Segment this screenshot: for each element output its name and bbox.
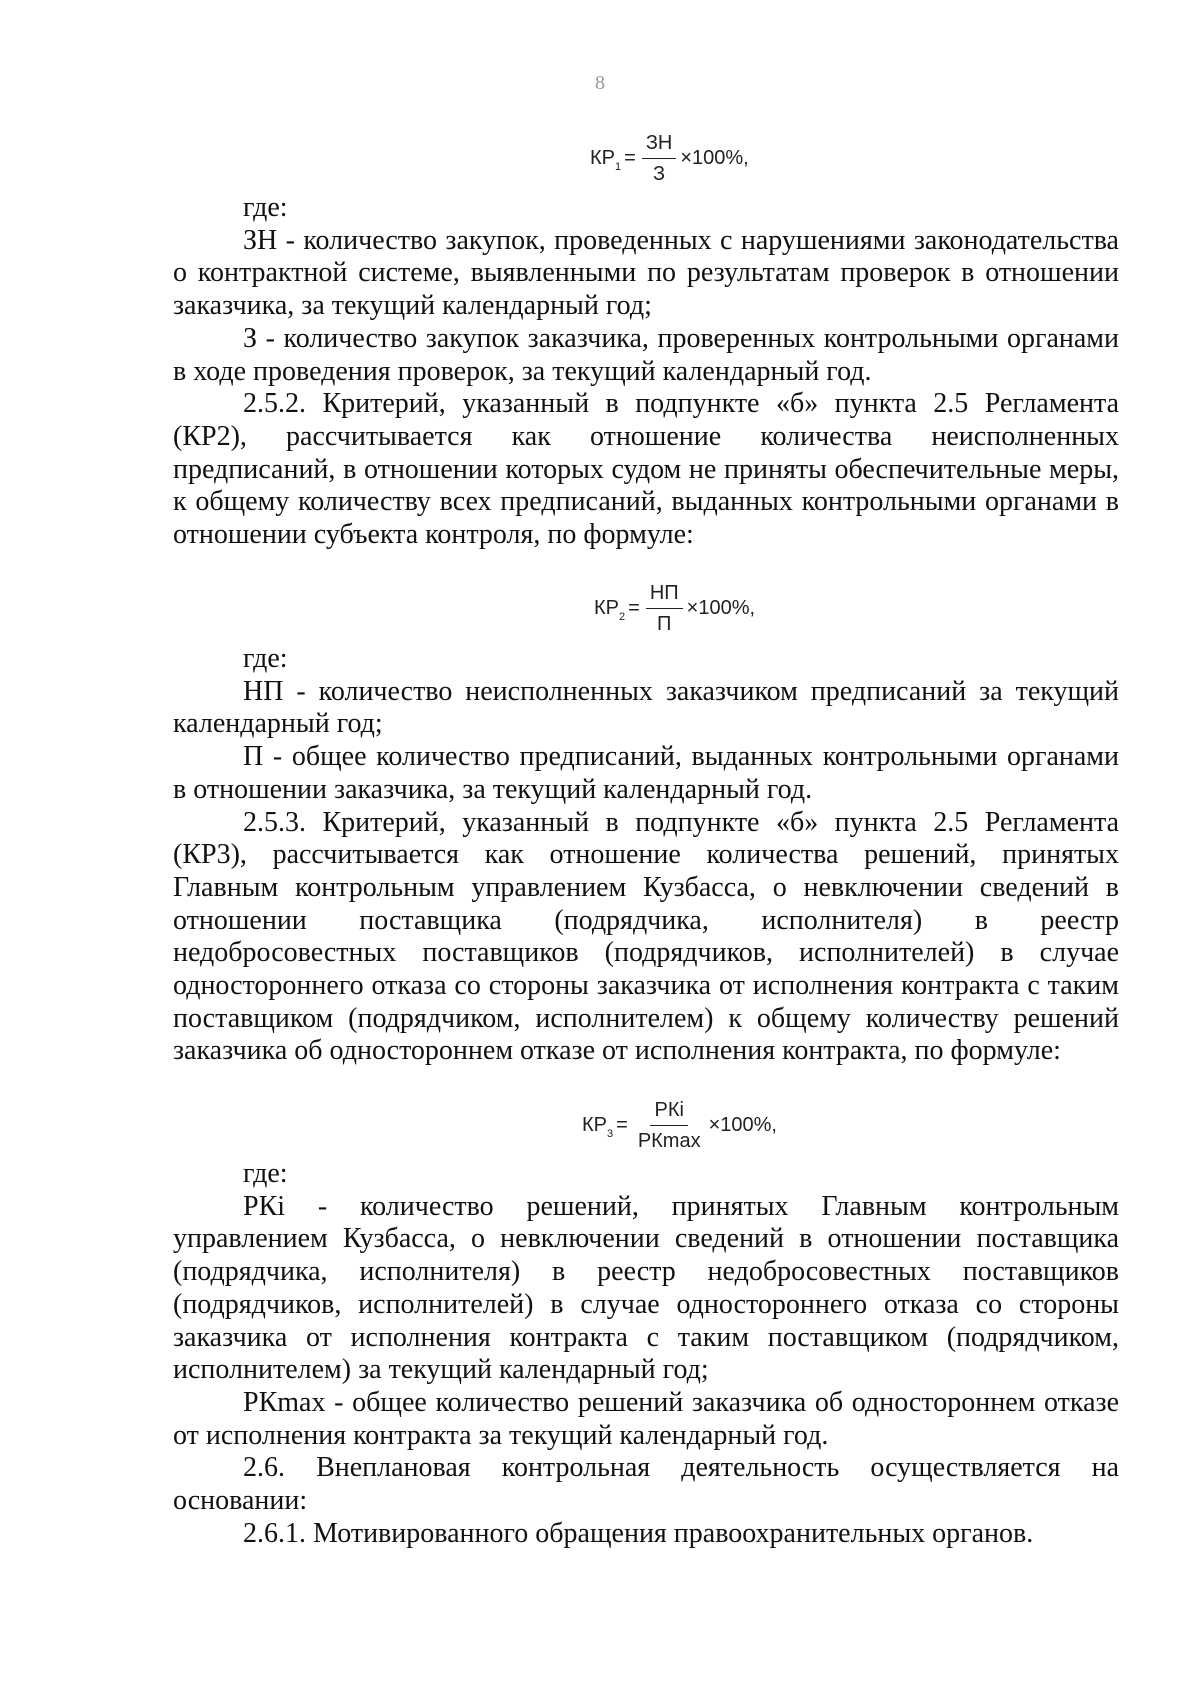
formula-equals: =: [616, 1114, 628, 1136]
paragraph: 2.6.1. Мотивированного обращения правоохранительных органов.: [243, 1517, 1034, 1549]
formula-equals: =: [628, 597, 640, 619]
paragraph: 2.6. Внеплановая контрольная деятельность осуществляется на основании:: [173, 1452, 1119, 1517]
paragraph: 2.5.3. Критерий, указанный в подпункте «б» пункта 2.5 Регламента (КР3), рассчитывается как отношение количества решений, принятых Главным контрольным управлением Кузбасса, о невключении сведений в отношении поставщика (подрядчика, исполнителя) в реестр недобросовестных поставщиков (подрядчиков, исполнителей) в случае одностороннего отказа со стороны заказчика от исполнения контракта с таким поставщиком (подрядчиком, исполнителем) к общему количеству решений заказчика об одностороннем отказе от исполнения контракта, по формуле:: [173, 806, 1119, 1067]
text-block-1: [173, 192, 1119, 552]
formula-numerator: НП: [646, 580, 683, 609]
paragraph: ЗН - количество закупок, проведенных с нарушениями законодательства о контрактной системе, выявленными по результатам проверок в отношении заказчика, за текущий календарный год;: [173, 224, 1119, 322]
formula-multiplier: ×100%,: [680, 147, 749, 169]
formula-fraction: [642, 130, 677, 187]
formula-lhs: $КР_1$: [590, 147, 622, 173]
formula-lhs: $КР_3$: [582, 1114, 614, 1140]
formula-fraction: [634, 1097, 705, 1154]
paragraph: З - количество закупок заказчика, проверенных контрольными органами в ходе проведения проверок, за текущий календарный год.: [173, 322, 1119, 387]
text-block-3: [173, 1158, 1119, 1550]
formula-fraction: [646, 580, 683, 637]
formula-kr1: [590, 130, 749, 187]
paragraph: где:: [243, 192, 288, 223]
paragraph: РКmax - общее количество решений заказчика об одностороннем отказе от исполнения контракта за текущий календарный год.: [173, 1386, 1119, 1451]
paragraph: РКi - количество решений, принятых Главным контрольным управлением Кузбасса, о невключении сведений в отношении поставщика (подрядчика, исполнителя) в реестр недобросовестных поставщиков (подрядчиков, исполнителей) в случае одностороннего отказа со стороны заказчика от исполнения контракта с таким поставщиком (подрядчиком, исполнителем) за текущий календарный год;: [173, 1190, 1119, 1386]
formula-numerator: РКi: [650, 1097, 687, 1126]
paragraph: 2.5.2. Критерий, указанный в подпункте «б» пункта 2.5 Регламента (КР2), рассчитывается как отношение количества неисполненных предписаний, в отношении которых судом не приняты обеспечительные меры, к общему количеству всех предписаний, выданных контрольными органами в отношении субъекта контроля, по формуле:: [173, 388, 1119, 551]
formula-lhs: $КР_2$: [594, 597, 626, 623]
paragraph: П - общее количество предписаний, выданных контрольными органами в отношении заказчика, за текущий календарный год.: [173, 741, 1119, 805]
formula-denominator: РКmax: [637, 1130, 701, 1152]
text-block-2: [173, 643, 1119, 1068]
formula-multiplier: ×100%,: [686, 597, 756, 619]
page-number: 8: [595, 72, 605, 94]
formula-kr3: [582, 1097, 777, 1154]
formula-denominator: З: [653, 163, 666, 185]
formula-denominator: П: [657, 613, 672, 635]
paragraph: НП - количество неисполненных заказчиком предписаний за текущий календарный год;: [173, 675, 1119, 740]
paragraph: где:: [243, 643, 288, 674]
formula-kr2: [594, 580, 755, 637]
formula-numerator: ЗН: [642, 130, 677, 159]
formula-multiplier: ×100%,: [708, 1114, 777, 1136]
formula-equals: =: [624, 147, 636, 169]
paragraph: где:: [243, 1158, 288, 1189]
